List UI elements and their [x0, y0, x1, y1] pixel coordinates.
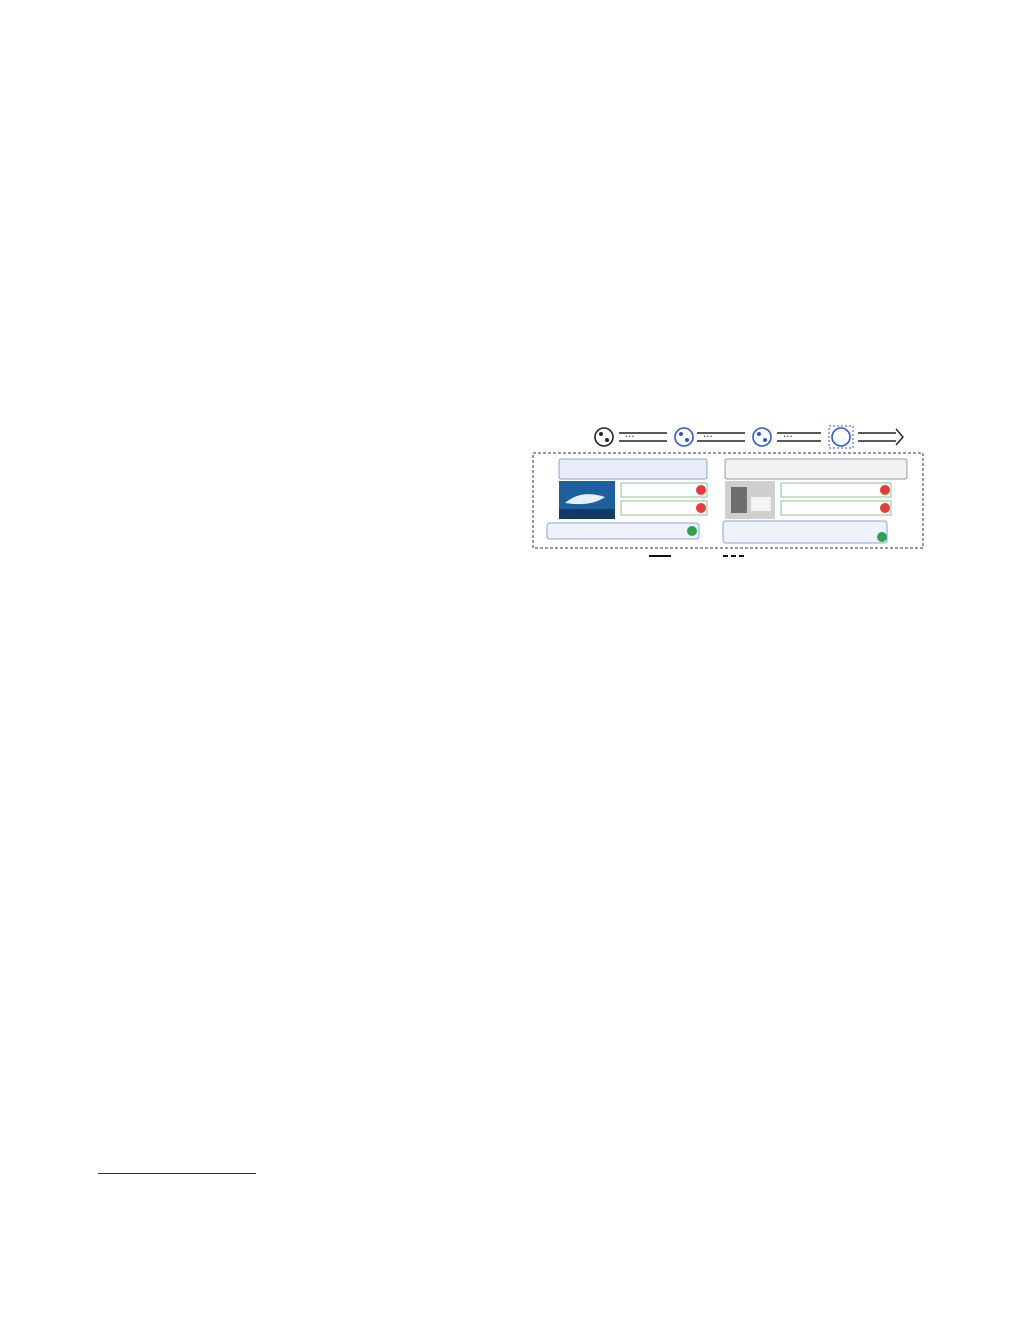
wrong-icon: [880, 485, 890, 495]
wrong-icon: [696, 503, 706, 513]
network-icon-1: [675, 428, 693, 446]
network-icon-0: [595, 428, 613, 446]
shark-image: [559, 481, 615, 519]
correct-icon: [687, 526, 697, 536]
footnote-rule: [98, 1173, 256, 1174]
network-icon-2: [753, 428, 771, 446]
correct-icon: [877, 532, 887, 542]
svg-text:···: ···: [783, 432, 793, 443]
timeline-arrows: [619, 429, 903, 445]
hospital-photo: [725, 481, 775, 519]
figure-1-canvas: [531, 405, 926, 705]
network-icon-3: [829, 426, 853, 448]
author-list: [0, 270, 1024, 294]
svg-text:···: ···: [625, 432, 635, 443]
wrong-icon: [696, 485, 706, 495]
svg-text:···: ···: [703, 432, 713, 443]
wrong-icon: [880, 503, 890, 513]
figure-1: [531, 405, 926, 705]
